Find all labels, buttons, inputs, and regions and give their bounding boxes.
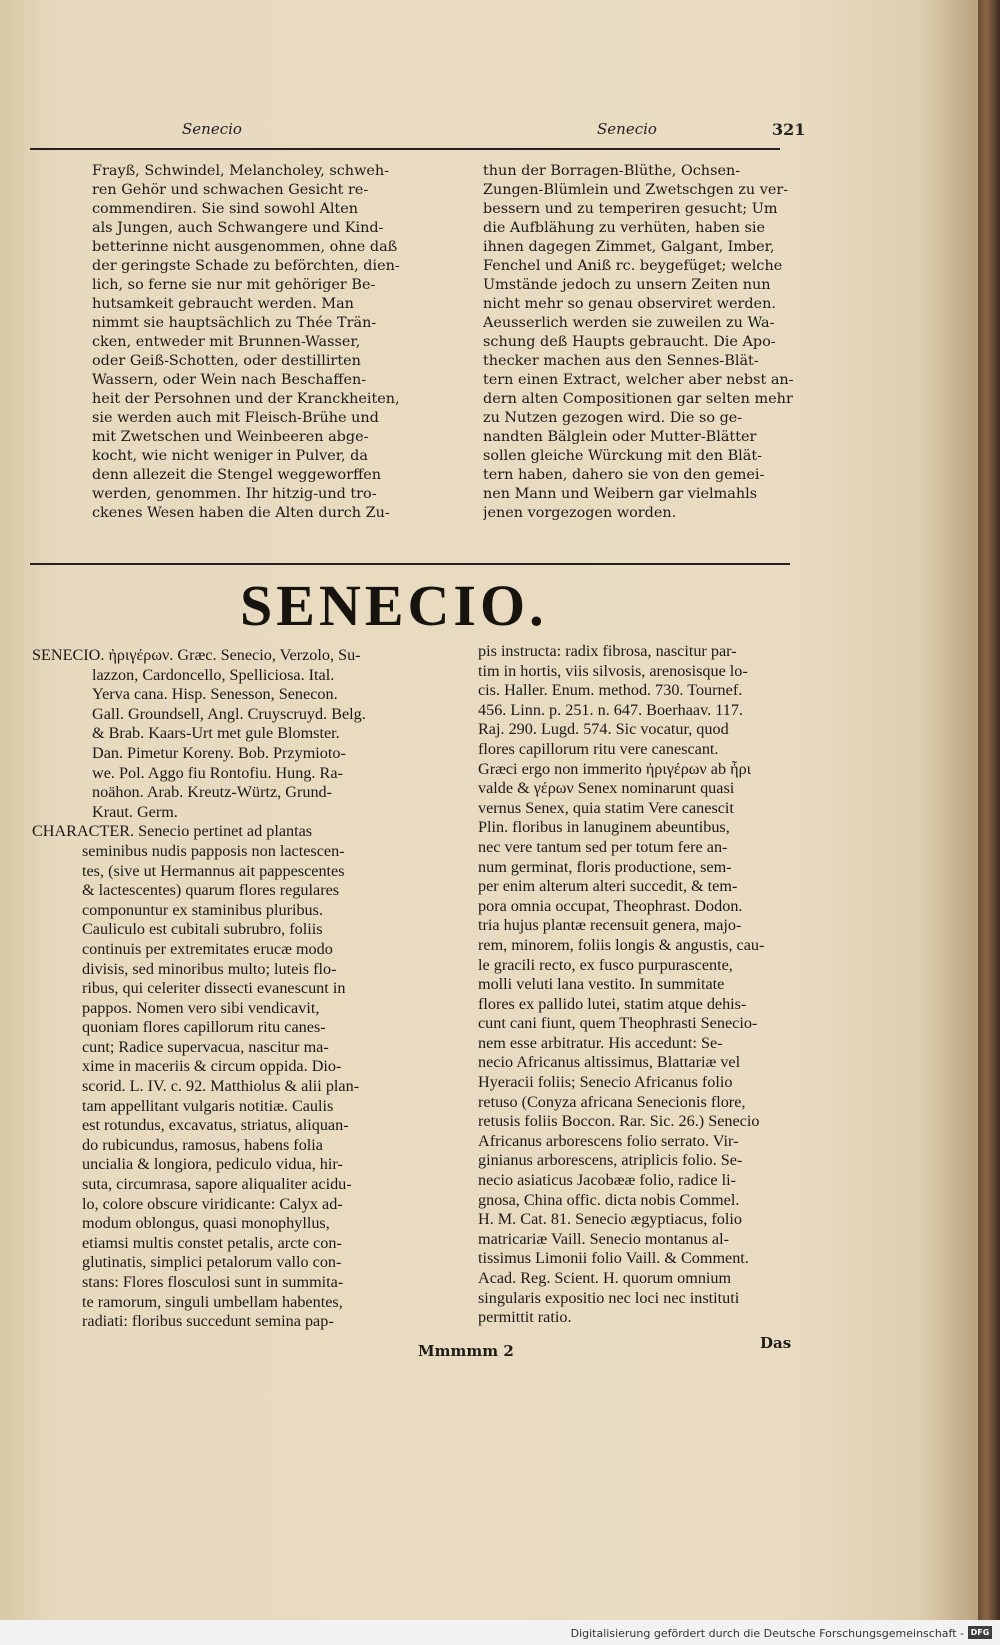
text-line: nicht mehr so genau observiret werden. (483, 296, 776, 312)
text-line: die Aufblähung zu verhüten, haben sie (483, 220, 766, 236)
text-line: necio asiaticus Jacobææ folio, radice li- (478, 1171, 737, 1190)
text-line: flores ex pallido lutei, statim atque dehis- (478, 994, 747, 1013)
text-line: glutinatis, simplici petalorum vallo con- (82, 1253, 342, 1272)
text-line: tam appellitant vulgaris notitiæ. Caulis (82, 1096, 334, 1115)
text-line: Hyeracii foliis; Senecio Africanus folio (478, 1073, 733, 1092)
text-line: singularis expositio nec loci nec instituti (478, 1288, 740, 1307)
text-line: modum oblongus, quasi monophyllus, (82, 1214, 330, 1233)
text-line: cunt cani fiunt, quem Theophrasti Senecio- (478, 1014, 758, 1033)
text-line: nimmt sie hauptsächlich zu Thée Trän- (92, 315, 377, 331)
text-line: Yerva cana. Hisp. Senesson, Senecon. (92, 685, 338, 704)
text-line: est rotundus, excavatus, striatus, aliquan- (82, 1116, 349, 1135)
character-paragraph (32, 822, 412, 1331)
text-line: lich, so ferne sie nur mit gehöriger Be- (92, 277, 376, 293)
synonyms-paragraph (32, 646, 412, 822)
text-line: divisis, sed minoribus multo; luteis flo- (82, 959, 337, 978)
text-line: flores capillorum ritu vere canescant. (478, 739, 719, 758)
text-line: Gall. Groundsell, Angl. Cruyscruyd. Belg. (92, 704, 366, 723)
text-line: als Jungen, auch Schwangere und Kind- (92, 220, 384, 236)
text-line: heit der Persohnen und der Kranckheiten, (92, 391, 400, 407)
text-line: schung deß Haupts gebraucht. Die Apo- (483, 334, 776, 350)
text-line: tes, (sive ut Hermannus ait pappescentes (82, 861, 345, 880)
text-line: Wassern, oder Wein nach Beschaffen- (92, 372, 367, 388)
text-line: sollen gleiche Würckung mit den Blät- (483, 448, 763, 464)
text-line: rem, minorem, foliis longis & angustis, cau- (478, 935, 765, 954)
text-line: ribus, qui celeriter dissecti evanescunt in (82, 979, 346, 998)
text-line: thun der Borragen-Blüthe, Ochsen- (483, 163, 741, 179)
text-line: per enim alterum alteri succedit, & tem- (478, 877, 738, 896)
text-line: uncialia & longiora, pediculo vidua, hir- (82, 1155, 343, 1174)
catchword: Das (760, 1334, 792, 1352)
text-line: le gracili recto, ex fusco purpurascente, (478, 955, 733, 974)
text-line: cken, entweder mit Brunnen-Wasser, (92, 334, 361, 350)
text-line: lo, colore obscure viridicante: Calyx ad- (82, 1194, 343, 1213)
text-line: cunt; Radice supervacua, nascitur ma- (82, 1037, 329, 1056)
text-line: ckenes Wesen haben die Alten durch Zu- (92, 505, 390, 521)
text-line: werden, genommen. Ihr hitzig-und tro- (92, 486, 377, 502)
text-line: Frayß, Schwindel, Melancholey, schweh- (92, 163, 390, 179)
text-line: permittit ratio. (478, 1308, 572, 1327)
text-line: radiati: floribus succedunt semina pap- (82, 1312, 334, 1331)
fraktur-column-right (483, 162, 795, 523)
text-line: Cauliculo est cubitali subrubro, foliis (82, 920, 323, 939)
signature-mark: Mmmmm 2 (418, 1342, 514, 1360)
text-line: Aeusserlich werden sie zuweilen zu Wa- (483, 315, 775, 331)
footer-credit: Digitalisierung gefördert durch die Deutsche Forschungsgemeinschaft - (570, 1627, 964, 1640)
text-line: commendiren. Sie sind sowohl Alten (92, 201, 359, 217)
text-line: Kraut. Germ. (92, 802, 178, 821)
text-line: dern alten Compositionen gar selten mehr (483, 391, 793, 407)
text-line: betterinne nicht ausgenommen, ohne daß (92, 239, 398, 255)
text-line: bessern und zu temperiren gesucht; Um (483, 201, 778, 217)
text-line: oder Geiß-Schotten, oder destillirten (92, 353, 361, 369)
text-line: vernus Senex, quia statim Vere canescit (478, 798, 734, 817)
text-line: SENECIO. ἠριγέρων. Græc. Senecio, Verzolo, Su- (32, 646, 361, 664)
section-rule (30, 563, 790, 565)
text-line: jenen vorgezogen worden. (483, 505, 677, 521)
text-line: ihnen dagegen Zimmet, Galgant, Imber, (483, 239, 775, 255)
text-line: stans: Flores flosculosi sunt in summita- (82, 1273, 344, 1291)
text-line: CHARACTER. Senecio pertinet ad plantas (32, 822, 313, 841)
text-line: hutsamkeit gebraucht werden. Man (92, 296, 354, 312)
text-line: zu Nutzen gezogen wird. Die so ge- (483, 410, 743, 426)
text-line: H. M. Cat. 81. Senecio ægyptiacus, folio (478, 1210, 742, 1229)
text-line: Africanus arborescens folio serrato. Vir- (478, 1131, 739, 1150)
text-line: der geringste Schade zu beförchten, dien- (92, 258, 400, 274)
text-line: 456. Linn. p. 251. n. 647. Boerhaav. 117. (478, 700, 743, 719)
text-line: xime in maceriis & circum oppida. Dio- (82, 1057, 342, 1076)
running-head-center: Senecio (597, 120, 657, 138)
text-line: denn allezeit die Stengel weggeworffen (92, 467, 382, 483)
text-line: tern haben, dahero sie von den gemei- (483, 467, 765, 483)
text-line: tissimus Limonii folio Vaill. & Comment. (478, 1249, 749, 1268)
text-line: nec vere tantum sed per totum fere an- (478, 837, 728, 856)
text-line: retusis foliis Boccon. Rar. Sic. 26.) Senecio (478, 1112, 760, 1131)
text-line: suta, circumrasa, sapore aliqualiter acidu- (82, 1175, 352, 1194)
text-line: pis instructa: radix fibrosa, nascitur par- (478, 642, 737, 660)
text-line: necio Africanus altissimus, Blattariæ vel (478, 1053, 741, 1072)
text-line: tern einen Extract, welcher aber nebst an- (483, 372, 794, 388)
text-line: lazzon, Cardoncello, Spelliciosa. Ital. (92, 665, 335, 684)
text-line: componuntur ex staminibus pluribus. (82, 900, 323, 919)
text-line: continuis per extremitates erucæ modo (82, 939, 333, 958)
text-line: scorid. L. IV. c. 92. Matthiolus & alii plan- (82, 1077, 360, 1096)
text-line: molli veluti lana vestito. In summitate (478, 975, 725, 994)
text-line: & lactescentes) quarum flores regulares (82, 881, 340, 900)
text-line: Zungen-Blümlein und Zwetschgen zu ver- (483, 182, 789, 198)
text-line: kocht, wie nicht weniger in Pulver, da (92, 448, 368, 464)
running-head-left: Senecio (182, 120, 242, 138)
text-line: & Brab. Kaars-Urt met gule Blomster. (92, 724, 340, 743)
header-rule (30, 148, 780, 150)
text-line: Acad. Reg. Scient. H. quorum omnium (478, 1269, 732, 1287)
text-line: pappos. Nomen vero sibi vendicavit, (82, 998, 320, 1017)
text-line: quoniam flores capillorum ritu canes- (82, 1018, 326, 1037)
text-line: noähon. Arab. Kreutz-Würtz, Grund- (92, 783, 333, 802)
text-line: nen Mann und Weibern gar vielmahls (483, 486, 758, 502)
text-line: valde & γέρων Senex nominarunt quasi (478, 779, 735, 798)
text-line: pora omnia occupat, Theophrast. Dodon. (478, 896, 743, 915)
text-line: Plin. floribus in lanuginem abeuntibus, (478, 818, 730, 837)
page-number: 321 (772, 120, 806, 139)
text-line: nem esse arbitratur. His accedunt: Se- (478, 1033, 723, 1052)
text-line: Græci ergo non immerito ἠριγέρων ab ἦρι (478, 759, 752, 778)
fraktur-column-left (92, 162, 408, 523)
text-line: seminibus nudis papposis non lactescen- (82, 841, 345, 860)
latin-column-right (478, 642, 798, 1328)
text-line: ginianus arborescens, atriplicis folio. Se- (478, 1151, 743, 1170)
text-line: num germinat, floris productione, sem- (478, 857, 732, 876)
section-title: SENECIO. (240, 573, 548, 638)
text-line: tria hujus plantæ recensuit genera, majo- (478, 916, 742, 935)
text-line: we. Pol. Aggo fiu Rontofiu. Hung. Ra- (92, 763, 343, 782)
text-line: etiamsi multis constet petalis, arcte con- (82, 1233, 342, 1252)
text-line: gnosa, China offic. dicta nobis Commel. (478, 1190, 740, 1209)
text-line: ren Gehör und schwachen Gesicht re- (92, 182, 369, 198)
page-edge (978, 0, 1000, 1620)
text-line: cis. Haller. Enum. method. 730. Tournef. (478, 681, 743, 700)
text-line: thecker machen aus den Sennes-Blät- (483, 353, 759, 369)
text-line: mit Zwetschen und Weinbeeren abge- (92, 429, 369, 445)
text-line: Dan. Pimetur Koreny. Bob. Przymioto- (92, 743, 346, 762)
text-line: sie werden auch mit Fleisch-Brühe und (92, 410, 379, 426)
text-line: nandten Bälglein oder Mutter-Blätter (483, 429, 757, 445)
text-line: retuso (Conyza africana Senecionis flore, (478, 1092, 746, 1111)
text-line: do rubicundus, ramosus, habens folia (82, 1135, 323, 1154)
text-line: te ramorum, singuli umbellam habentes, (82, 1292, 343, 1311)
text-line: matricariæ Vaill. Senecio montanus al- (478, 1229, 729, 1248)
latin-column-left (32, 646, 412, 1332)
text-line: Umstände jedoch zu unsern Zeiten nun (483, 277, 771, 293)
text-line: Raj. 290. Lugd. 574. Sic vocatur, quod (478, 720, 729, 739)
dfg-logo-icon: DFG (968, 1626, 992, 1639)
text-line: Fenchel und Aniß rc. beygefüget; welche (483, 258, 783, 274)
text-line: tim in hortis, viis silvosis, arenosisque lo- (478, 661, 748, 680)
